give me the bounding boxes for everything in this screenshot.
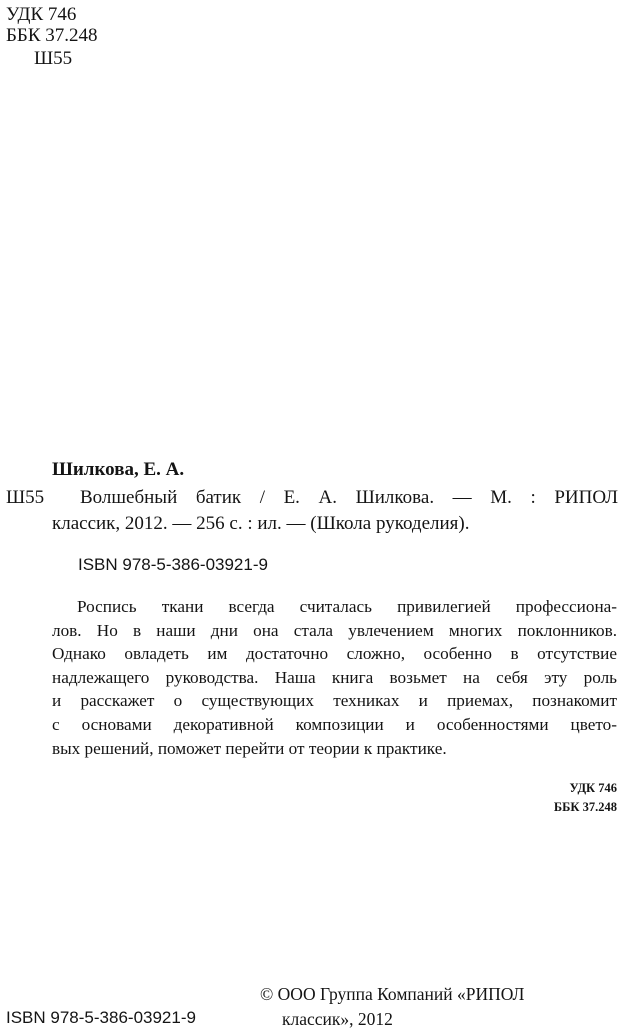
catalog-title-line-1: Волшебный батик / Е. А. Шилкова. — М. : РИПОЛ <box>80 487 618 508</box>
annotation <box>52 595 617 760</box>
copyright-line-2: классик», 2012 <box>282 1009 393 1029</box>
copyright-line-1: © ООО Группа Компаний «РИПОЛ <box>260 984 525 1004</box>
annotation-line: Роспись ткани всегда считалась привилегией профессиона- <box>77 597 617 616</box>
annotation-line: лов. Но в наши дни она стала увлечением многих поклонников. <box>52 620 617 640</box>
catalog-title-line-2: классик, 2012. — 256 с. : ил. — (Школа рукоделия). <box>52 513 470 534</box>
author-mark: Ш55 <box>34 48 73 69</box>
annotation-line: и расскажет о существующих техниках и приемах, познакомит <box>52 691 617 711</box>
bottom-codes <box>554 779 617 817</box>
bbk-code: ББК 37.248 <box>6 25 98 46</box>
copyright <box>260 982 524 1032</box>
annotation-line: Однако овладеть им достаточно сложно, особенно в отсутствие <box>52 644 617 664</box>
annotation-line: надлежащего руководства. Наша книга возьмет на себя эту роль <box>52 667 617 687</box>
bottom-bbk-code: ББК 37.248 <box>553 800 617 814</box>
catalog-isbn: ISBN 978-5-386-03921-9 <box>78 555 268 574</box>
bottom-udk-code: УДК 746 <box>569 781 617 795</box>
annotation-line: с основами декоративной композиции и особенностями цвето- <box>52 714 617 734</box>
annotation-line: вых решений, поможет перейти от теории к практике. <box>52 738 447 758</box>
catalog-author-mark: Ш55 <box>6 487 45 508</box>
udk-code: УДК 746 <box>6 4 77 25</box>
footer-isbn: ISBN 978-5-386-03921-9 <box>6 1008 196 1027</box>
catalog-author: Шилкова, Е. А. <box>52 459 185 480</box>
